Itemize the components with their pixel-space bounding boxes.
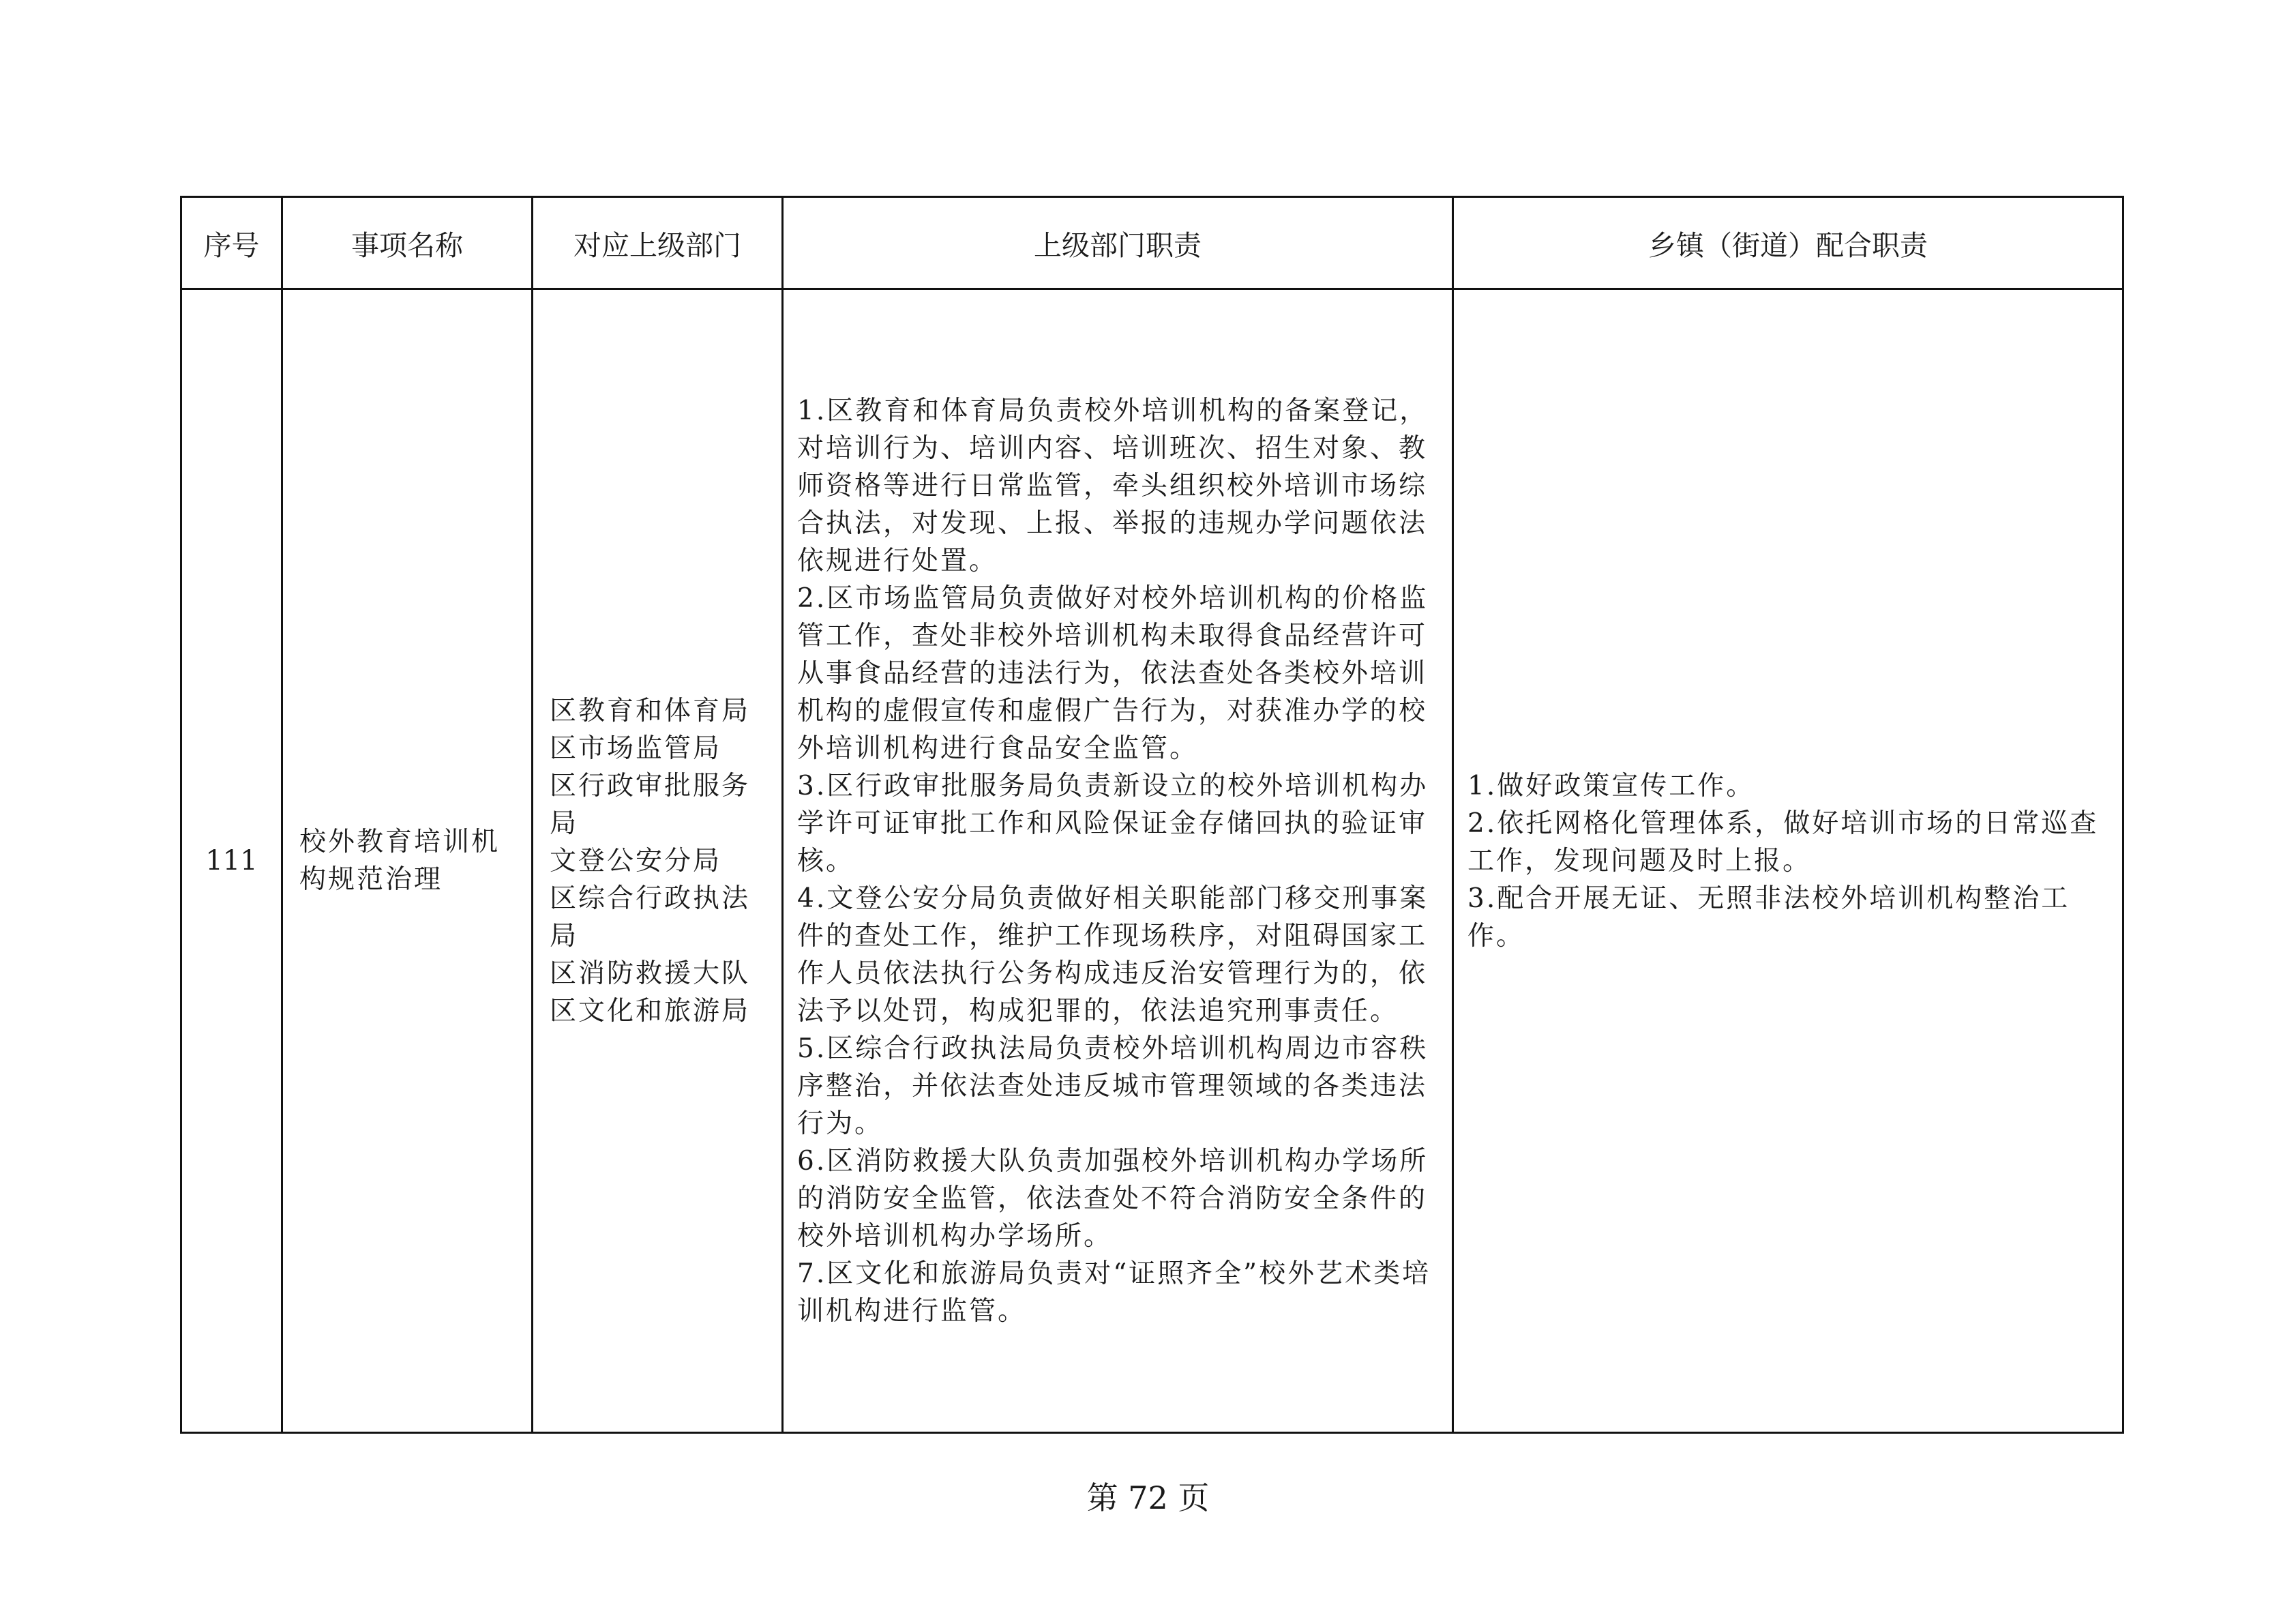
department-item: 区综合行政执法局 [550, 883, 751, 951]
responsibility-table [180, 196, 2124, 1434]
row-town-duties [1453, 289, 2123, 1433]
row-superior-duties [783, 289, 1453, 1433]
duty-item: 7.区文化和旅游局负责对“证照齐全”校外艺术类培训机构进行监管。 [797, 1258, 1431, 1327]
department-item: 区市场监管局 [550, 733, 722, 764]
header-seq: 序号 [181, 197, 282, 289]
town-duty-item: 2.依托网格化管理体系，做好培训市场的日常巡查工作，发现问题及时上报。 [1467, 808, 2099, 876]
town-duty-item: 1.做好政策宣传工作。 [1467, 770, 1755, 801]
row-seq: 111 [181, 289, 282, 1433]
header-item-name: 事项名称 [282, 197, 533, 289]
duty-item: 6.区消防救援大队负责加强校外培训机构办学场所的消防安全监管，依法查处不符合消防安全条件的校外培训机构办学场所。 [797, 1145, 1429, 1252]
department-item: 区教育和体育局 [550, 695, 751, 726]
row-item-name: 校外教育培训机构规范治理 [282, 289, 533, 1433]
page-number: 第 72 页 [1086, 1479, 1210, 1516]
table-header-row [181, 197, 2123, 289]
department-item: 文登公安分局 [550, 845, 722, 876]
duty-item: 5.区综合行政执法局负责校外培训机构周边市容秩序整治，并依法查处违反城市管理领域的各类违法行为。 [797, 1033, 1429, 1139]
row-departments [533, 289, 783, 1433]
duty-item: 3.区行政审批服务局负责新设立的校外培训机构办学许可证审批工作和风险保证金存储回执的验证审核。 [797, 770, 1429, 876]
town-duty-item: 3.配合开展无证、无照非法校外培训机构整治工作。 [1467, 883, 2070, 951]
duty-item: 4.文登公安分局负责做好相关职能部门移交刑事案件的查处工作，维护工作现场秩序，对阻碍国家工作人员依法执行公务构成违反治安管理行为的，依法予以处罚，构成犯罪的，依法追究刑事责任。 [797, 883, 1429, 1027]
header-superior-duties: 上级部门职责 [783, 197, 1453, 289]
department-item: 区消防救援大队 [550, 958, 751, 989]
header-superior-department: 对应上级部门 [533, 197, 783, 289]
table-row [181, 289, 2123, 1433]
duty-item: 1.区教育和体育局负责校外培训机构的备案登记，对培训行为、培训内容、培训班次、招生对象、教师资格等进行日常监管，牵头组织校外培训市场综合执法，对发现、上报、举报的违规办学问题依法依规进行处置。 [797, 395, 1429, 576]
duty-item: 2.区市场监管局负责做好对校外培训机构的价格监管工作，查处非校外培训机构未取得食品经营许可从事食品经营的违法行为，依法查处各类校外培训机构的虚假宣传和虚假广告行为，对获准办学的校外培训机构进行食品安全监管。 [797, 582, 1429, 764]
department-item: 区行政审批服务局 [550, 770, 751, 839]
department-item: 区文化和旅游局 [550, 995, 751, 1027]
header-town-duties: 乡镇（街道）配合职责 [1453, 197, 2123, 289]
